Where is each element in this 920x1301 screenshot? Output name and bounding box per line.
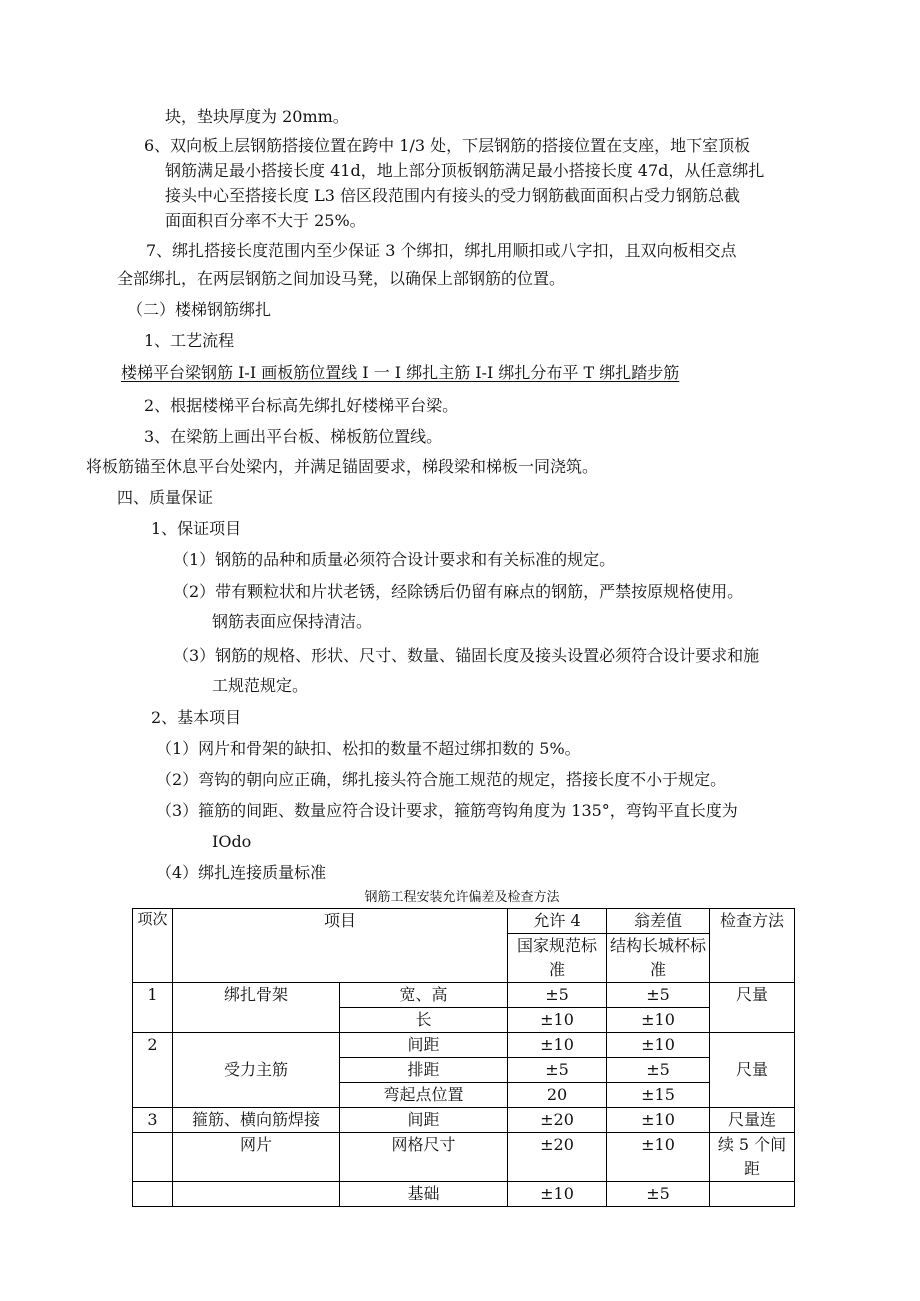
table-caption: 钢筋工程安装允许偏差及检查方法 — [364, 890, 560, 905]
paragraph-line: IOdo — [212, 832, 252, 851]
paragraph-line: 接头中心至搭接长度 L3 倍区段范围内有接头的受力钢筋截面面积占受力钢筋总截 — [165, 186, 740, 205]
paragraph-line: 将板筋锚至休息平台处梁内，并满足锚固要求，梯段梁和梯板一同浇筑。 — [86, 457, 599, 476]
deviation-table — [132, 908, 795, 1207]
cell-no: 2 — [133, 1033, 173, 1108]
cell-sub: 长 — [340, 1008, 508, 1033]
paragraph-line: 块，垫块厚度为 20mm。 — [165, 107, 349, 126]
paragraph-line: 钢筋表面应保持清洁。 — [212, 612, 373, 631]
cell-cup: ±10 — [607, 1133, 710, 1182]
cell-method: 尺量连 — [710, 1108, 795, 1133]
cell-item — [173, 1182, 340, 1207]
cell-method: 尺量 — [710, 983, 795, 1033]
cell-cup: ±5 — [607, 1182, 710, 1207]
paragraph-line: 2、根据楼梯平台标高先绑扎好楼梯平台梁。 — [144, 396, 459, 415]
cell-national: ±20 — [508, 1133, 607, 1182]
cell-item: 网片 — [173, 1133, 340, 1182]
cell-sub: 排距 — [340, 1058, 508, 1083]
paragraph-line: 7、绑扎搭接长度范围内至少保证 3 个绑扣，绑扎用顺扣或八字扣，且双向板相交点 — [146, 241, 737, 260]
cell-national: ±10 — [508, 1033, 607, 1058]
cell-cup: ±15 — [607, 1083, 710, 1108]
header-allow: 允许 4 — [508, 909, 607, 934]
paragraph-line: 6、双向板上层钢筋搭接位置在跨中 1/3 处，下层钢筋的搭接位置在支座，地下室顶板 — [144, 136, 751, 155]
cell-method: 尺量 — [710, 1033, 795, 1108]
cell-national: ±20 — [508, 1108, 607, 1133]
cell-cup: ±5 — [607, 1058, 710, 1083]
header-dev: 翁差值 — [607, 909, 710, 934]
paragraph-line: （3）箍筋的间距、数量应符合设计要求，箍筋弯钩角度为 135°，弯钩平直长度为 — [156, 801, 738, 820]
cell-sub: 弯起点位置 — [340, 1083, 508, 1108]
cell-sub: 基础 — [340, 1182, 508, 1207]
header-item: 项目 — [173, 909, 508, 983]
paragraph-line: 工规范规定。 — [212, 676, 309, 695]
subsection-heading: 2、基本项目 — [151, 708, 242, 727]
cell-sub: 宽、高 — [340, 983, 508, 1008]
cell-sub: 间距 — [340, 1108, 508, 1133]
header-national: 国家规范标准 — [508, 934, 607, 983]
paragraph-line: （4）绑扎连接质量标准 — [156, 863, 327, 882]
cell-sub: 网格尺寸 — [340, 1133, 508, 1182]
paragraph-line: （2）带有颗粒状和片状老锈，经除锈后仍留有麻点的钢筋，严禁按原规格使用。 — [173, 582, 744, 601]
cell-no: 1 — [133, 983, 173, 1033]
cell-item: 受力主筋 — [173, 1033, 340, 1108]
paragraph-line: 3、在梁筋上画出平台板、梯板筋位置线。 — [144, 427, 443, 446]
cell-national: ±10 — [508, 1182, 607, 1207]
subsection-heading: 1、保证项目 — [151, 519, 242, 538]
header-no: 项次 — [133, 909, 173, 983]
paragraph-line: 面面积百分率不大于 25%。 — [165, 211, 366, 230]
section-heading: （二）楼梯钢筋绑扎 — [127, 300, 272, 319]
cell-sub: 间距 — [340, 1033, 508, 1058]
header-cup: 结构长城杯标准 — [607, 934, 710, 983]
header-method: 检查方法 — [710, 909, 795, 983]
section-heading: 四、质量保证 — [117, 488, 214, 507]
paragraph-line: （1）钢筋的品种和质量必须符合设计要求和有关标准的规定。 — [173, 550, 616, 569]
cell-national: 20 — [508, 1083, 607, 1108]
cell-cup: ±10 — [607, 1108, 710, 1133]
cell-cup: ±5 — [607, 983, 710, 1008]
cell-cup: ±10 — [607, 1008, 710, 1033]
cell-item: 箍筋、横向筋焊接 — [173, 1108, 340, 1133]
cell-no: 3 — [133, 1108, 173, 1133]
paragraph-line: （2）弯钩的朝向应正确，绑扎接头符合施工规范的规定，搭接长度不小于规定。 — [156, 770, 727, 789]
cell-cup: ±10 — [607, 1033, 710, 1058]
paragraph-line: 钢筋满足最小搭接长度 41d，地上部分顶板钢筋满足最小搭接长度 47d，从任意绑扎 — [165, 161, 765, 180]
cell-method — [710, 1182, 795, 1207]
cell-national: ±5 — [508, 983, 607, 1008]
process-flow: 楼梯平台梁钢筋 I-I 画板筋位置线 I 一 I 绑扎主筋 I-I 绑扎分布平 T 绑扎踏步筋 — [121, 363, 680, 382]
cell-method: 续 5 个间距 — [710, 1133, 795, 1182]
paragraph-line: （1）网片和骨架的缺扣、松扣的数量不超过绑扣数的 5%。 — [156, 739, 581, 758]
paragraph-line: （3）钢筋的规格、形状、尺寸、数量、锚固长度及接头设置必须符合设计要求和施 — [173, 646, 760, 665]
cell-item: 绑扎骨架 — [173, 983, 340, 1033]
cell-national: ±5 — [508, 1058, 607, 1083]
cell-national: ±10 — [508, 1008, 607, 1033]
paragraph-line: 全部绑扎，在两层钢筋之间加设马凳，以确保上部钢筋的位置。 — [117, 269, 566, 288]
cell-no — [133, 1133, 173, 1182]
cell-no — [133, 1182, 173, 1207]
subsection-heading: 1、工艺流程 — [144, 331, 235, 350]
